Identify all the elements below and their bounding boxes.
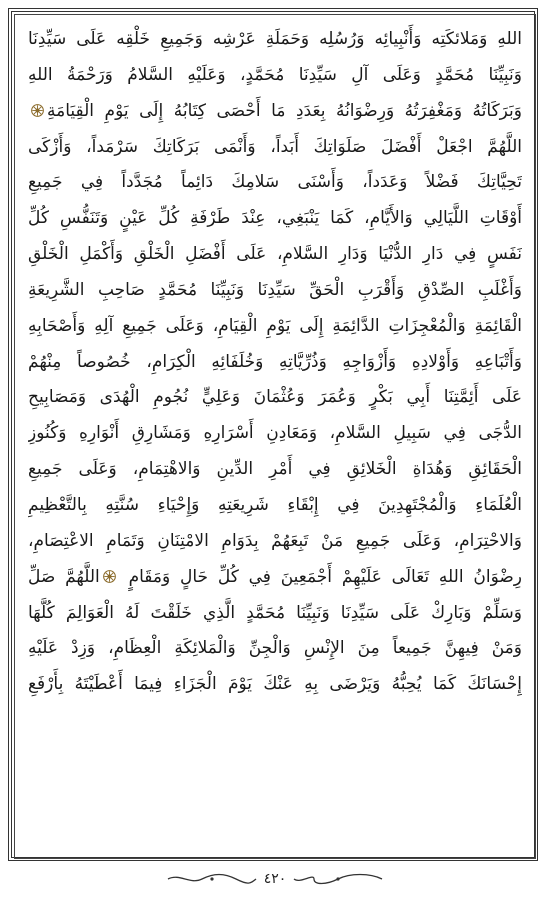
- text-line-13: الْحَقَائِقِ وَهُدَاةِ الْخَلائِقِ فِي أَمْرِ الدِّينِ وَالاهْتِمَامِ، وَعَلَى جَمِيعِ: [28, 459, 522, 480]
- text-line-6: أَوْقَاتِ اللَّيَالِي وَالأَيَّامِ، كَمَا يَنْبَغِي، عِنْدَ طَرْفَةِ كُلِّ عَيْنٍ وَتَنَفُّسِ كُلِّ: [28, 208, 522, 229]
- text-line-10: وَأَتْبَاعِهِ وَأَوْلادِهِ وَأَزْوَاجِهِ وَذُرِّيَّاتِهِ وَخُلَفَائِهِ الْكِرَامِ، خُصُوصاً مِنْهُمْ: [28, 351, 522, 372]
- text-line-19: إِحْسَانَكَ كَمَا يُحِبُّهُ وَيَرْضَى بِهِ عَنْكَ يَوْمَ الْجَزَاءِ فِيمَا أَعْطَيْتَهُ بِأَرْفَعِ: [28, 674, 522, 695]
- flourish-ornament-icon: [166, 872, 258, 886]
- text-line-9: الْقَائِمَةِ وَالْمُعْجِزَاتِ الدَّائِمَةِ إِلَى يَوْمِ الْقِيَامِ، وَعَلَى جَمِيعِ آلِهِ وَأَصْحَابِهِ: [28, 315, 522, 336]
- text-line-18: وَمَنْ فِيهِنَّ جَمِيعاً مِنَ الإِنْسِ وَالْجِنِّ وَالْمَلائِكَةِ الْعِظَامِ، وَزِدْ عَلَيْهِ: [28, 638, 522, 659]
- text-line-11: عَلَى أَئِمَّتِنَا أَبِي بَكْرٍ وَعُمَرَ وَعُثْمَانَ وَعَلِيٍّ نُجُومِ الْهُدَى وَمَصَابِيحِ: [28, 387, 522, 408]
- flourish-ornament-icon: [292, 872, 384, 886]
- text-line-3: [28, 94, 522, 130]
- text-line-2: وَنَبِيِّنَا مُحَمَّدٍ وَعَلَى آلِ سَيِّدِنَا مُحَمَّدٍ، وَعَلَيْهِ السَّلامُ وَرَحْمَةُ اللهِ: [28, 64, 522, 85]
- text-line-16-part-b: اللَّهُمَّ صَلِّ: [28, 566, 100, 587]
- text-line-15: وَالاحْتِرَامِ، وَعَلَى جَمِيعِ مَنْ تَبِعَهُمْ بِدَوَامِ الامْتِنَانِ وَتَمَامِ الاعْتِصَامِ،: [28, 530, 522, 551]
- text-line-16-text: [28, 567, 522, 587]
- rosette-icon: [103, 570, 116, 583]
- text-line-7: نَفَسٍ فِي دَارِ الدُّنْيَا وَدَارِ السَّلامِ، عَلَى أَفْضَلِ الْخَلْقِ وَأَكْمَلِ الْخَلْقِ: [28, 244, 522, 265]
- text-line-1: اللهِ وَمَلائكَتِه وَأَنْبِيائِه وَرُسُلِه وَحَمَلَةِ عَرْشِه وَجَمِيعِ خَلْقِه عَلَى سَيِّدِنَا: [28, 29, 522, 49]
- text-line-3-text: وَبَرَكَاتُهُ وَمَغْفِرَتُهُ وَرِضْوَانُهُ بِعَدَدِ مَا أَحْصَى كِتَابُهُ إِلَى يَوْمِ الْقِيَامَةِ: [47, 100, 522, 121]
- page-footer: [0, 866, 550, 892]
- text-line-4: اللَّهُمَّ اجْعَلْ أَفْضَلَ صَلَوَاتِكَ أَبَداً، وَأَنْمَى بَرَكَاتِكَ سَرْمَداً، وَأَزْكَى: [28, 136, 522, 157]
- page-number: ٤٢٠: [263, 871, 287, 887]
- text-line-5: تَحِيَّاتِكَ فَضْلاً وَعَدَداً، وَأَسْنَى سَلامِكَ دَائِماً مُجَدَّداً فِي جَمِيعِ: [28, 172, 522, 193]
- text-line-8: وَأَغْلَبِ الصِّدْقِ وَأَقْرَبِ الْحَقِّ سَيِّدِنَا وَنَبِيِّنَا مُحَمَّدٍ صَاحِبِ الشَّرِيعَةِ: [28, 279, 522, 300]
- text-line-14: الْعُلَمَاءِ وَالْمُجْتَهِدِينَ فِي إِبْقَاءِ شَرِيعَتِهِ وَإِحْيَاءِ سُنَّتِهِ بِالتَّعْظِيمِ: [28, 494, 522, 515]
- prayer-text-block: [28, 22, 522, 847]
- text-line-17: وَسَلِّمْ وَبَارِكْ عَلَى سَيِّدِنَا وَنَبِيِّنَا مُحَمَّدٍ الَّذِي خَلَقْتَ لَهُ الْعَوَالِمَ كُلَّهَا: [28, 602, 522, 623]
- text-line-12: الدُّجَى فِي سَبِيلِ السَّلامِ، وَمَعَادِنِ أَسْرَارِهِ وَمَشَارِقِ أَنْوَارِهِ وَكُنُوزِ: [28, 423, 522, 444]
- text-line-16: [28, 560, 522, 596]
- text-line-16-part-a: رِضْوَانُ اللهِ تَعَالَى عَلَيْهِمْ أَجْمَعِينَ فِي كُلِّ حَالٍ وَمَقَامٍ: [118, 566, 522, 587]
- rosette-icon: [31, 104, 44, 117]
